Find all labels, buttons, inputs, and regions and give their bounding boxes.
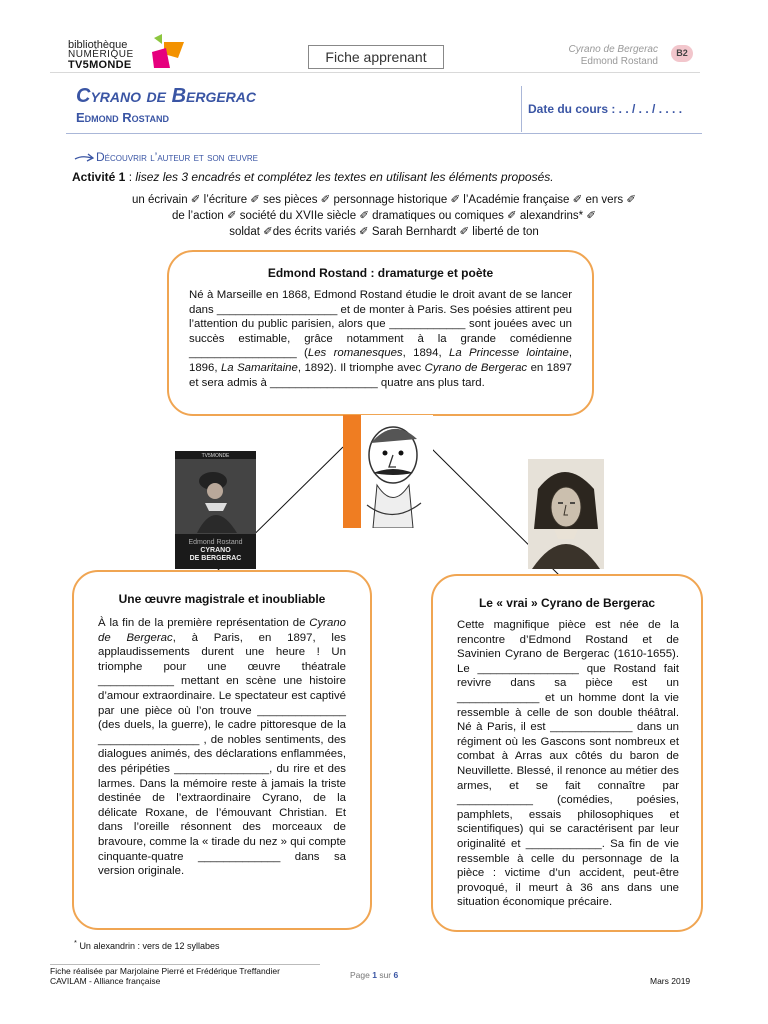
play-title: Cyrano de Bergerac: [98, 617, 346, 644]
footer-credit: Fiche réalisée par Marjolaine Pierré et Frédérique Treffandier: [50, 966, 280, 976]
page-number: [350, 970, 398, 980]
book-cover-title-1: CYRANO: [200, 547, 231, 554]
section-heading: Découvrir l’auteur et son œuvre: [96, 150, 259, 164]
text-run: en 1897 et sera admis à _________________ quatre ans plus tard.: [189, 361, 573, 389]
book-cover-title-2: DE BERGERAC: [189, 555, 242, 562]
date-field: Date du cours : . . / . . / . . . .: [528, 102, 683, 116]
logo-line-1: bibliothèque: [68, 39, 128, 51]
text-run: , 1896,: [189, 347, 573, 374]
page-author: Edmond Rostand: [76, 110, 169, 125]
header-work-title: Cyrano de Bergerac: [568, 44, 658, 55]
play-title: La Samaritaine: [220, 361, 298, 374]
footnote-text: Un alexandrin : vers de 12 syllabes: [79, 941, 220, 951]
caricature-drawing: [343, 415, 433, 528]
play-title: Cyrano de Bergerac: [424, 361, 528, 374]
box-rostand-text: [189, 288, 572, 390]
footer-org: CAVILAM - Alliance française: [50, 976, 161, 986]
logo-line-2: NUMÉRIQUE: [68, 49, 134, 60]
word-bank-line-1: un écrivain ✐ l’écriture ✐ ses pièces ✐ personnage historique ✐ l’Académie française ✐ en vers ✐: [132, 194, 636, 206]
box-vrai-cyrano-text: Cette magnifique pièce est née de la rencontre d’Edmond Rostand et de Savinien Cyrano de Bergerac (1610-1655). Le ________________ que Rostand fait revivre dans sa pièce est un _____________ et un homme dont la vie ressemble à celle de son double théâtral. Né à Paris, il est _____________ dans un régiment où les Gascons sont nombreux et combat à Arras aux côtés du baron de Neuvillette. Blessé, il renonce au métier des armes, et se fait connaître par ____________ (comédies, poésies, pamphlets, essais philosophiques et scientifiques) qui se caractérisent par leur originalité et ____________. Sa fin de vie ressemble à celle du personnage de la pièce : victime d’un accident, peut-être provoqué, il meurt à 36 ans dans une situation économique précaire.: [457, 619, 679, 909]
footer-credits: [50, 966, 280, 986]
box-oeuvre-text: [98, 616, 346, 879]
box-oeuvre: [72, 570, 372, 930]
activity-separator: :: [125, 170, 136, 184]
text-run: À la fin de la première représentation de: [98, 617, 310, 629]
rostand-caricature-image: [343, 415, 433, 528]
text-run: , 1892). Il triomphe avec: [297, 361, 425, 374]
box-rostand-bio: [167, 250, 594, 416]
page-total: 6: [393, 970, 399, 980]
book-cover-caption: [175, 539, 256, 563]
page-of: sur: [376, 970, 394, 980]
box-rostand-title: Edmond Rostand : dramaturge et poète: [267, 266, 494, 280]
level-badge: B2: [671, 45, 693, 62]
book-cover-image: [175, 451, 256, 569]
box-vrai-cyrano-title: Le « vrai » Cyrano de Bergerac: [478, 596, 656, 610]
page-current: 1: [372, 970, 377, 980]
box-oeuvre-title: Une œuvre magistrale et inoubliable: [118, 592, 326, 606]
box-vrai-cyrano: [431, 574, 703, 932]
book-cover-author: Edmond Rostand: [188, 539, 243, 546]
header-work-author: Edmond Rostand: [580, 56, 658, 67]
footer-date: Mars 2019: [650, 976, 691, 986]
page-title: Cyrano de Bergerac: [76, 85, 257, 107]
engraving-drawing: [528, 459, 604, 569]
page-word: Page: [350, 970, 373, 980]
book-cover-brand: TV5MONDE: [201, 453, 230, 459]
logo-line-3: TV5MONDE: [68, 59, 132, 71]
footer-divider: [50, 964, 320, 965]
text-run: , à Paris, en 1897, les applaudissements durent une heure ! Un triomphe pour une œuvre théatrale ____________ mettant en scène une histoire d’amour extraordinaire. Le spectateur est captivé par une pièce où l’on trouve ______________ (des duels, la guerre), le cadre pittoresque de la ________________ , de nobles sentiments, des dialogues animés, des déclarations enflammées, des péripéties _______________, du rire et des larmes. Dans la mémoire reste à jamais la triste destinée de l’extraordinaire Cyrano, de la délicate Roxane, de l’émouvant Christian. Et dans l’oreille résonnent des morceaux de bravoure, comme la « tirade du nez » qui compte cinquante-quatre _____________ dans sa version originale.: [98, 631, 346, 878]
activity-label: Activité 1: [72, 170, 126, 184]
footnote: * Un alexandrin : vers de 12 syllabes: [74, 938, 220, 951]
text-run: , 1894,: [402, 347, 449, 360]
activity-text: lisez les 3 encadrés et complétez les textes en utilisant les éléments proposés.: [135, 170, 554, 184]
play-title: La Princesse lointaine: [449, 347, 569, 360]
fiche-apprenant-label: Fiche apprenant: [308, 45, 444, 69]
word-bank-line-2: de l’action ✐ société du XVIIe siècle ✐ dramatiques ou comiques ✐ alexandrins* ✐: [171, 210, 596, 222]
play-title: Les romanesques: [307, 347, 403, 360]
word-bank-line-3: soldat ✐des écrits variés ✐ Sarah Bernhardt ✐ liberté de ton: [229, 226, 539, 238]
text-run: Né à Marseille en 1868, Edmond Rostand étudie le droit avant de se lancer dans ___________________ et de monter à Paris. Ses poésies attirent peu l’attention du public parisien, alors que ____________ sont jouées avec un succès estimable, grâce notamment à la grande comédienne _________________ (: [189, 289, 572, 360]
savinien-cyrano-engraving-image: [528, 459, 604, 569]
